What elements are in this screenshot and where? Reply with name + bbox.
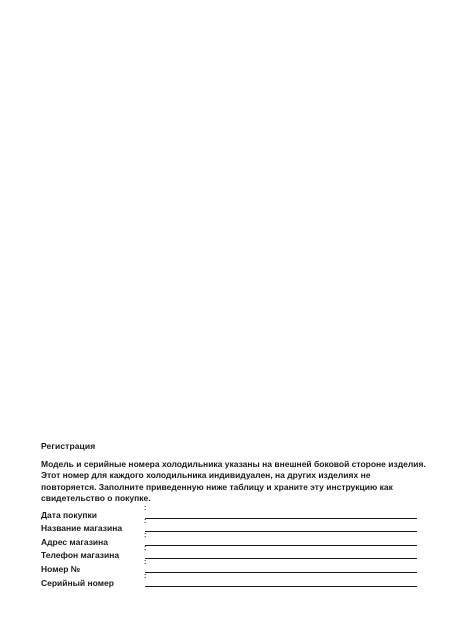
store-address-label: Адрес магазина bbox=[41, 537, 109, 547]
model-number-colon: : bbox=[144, 559, 147, 566]
store-phone-row bbox=[41, 546, 417, 560]
store-phone-colon: : bbox=[144, 545, 147, 552]
store-address-row bbox=[41, 533, 417, 547]
store-name-row bbox=[41, 519, 417, 533]
model-number-label: Номер № bbox=[41, 564, 81, 574]
instructions-line: повторяется. Заполните приведенную ниже таблицу и храните эту инструкцию как bbox=[41, 481, 393, 492]
serial-number-label: Серийный номер bbox=[41, 578, 114, 588]
purchase-date-label: Дата покупки bbox=[41, 510, 97, 520]
instructions-line: свидетельство о покупке. bbox=[41, 493, 151, 504]
store-address-colon: : bbox=[144, 532, 147, 539]
purchase-date-colon: : bbox=[144, 505, 147, 512]
purchase-date-row bbox=[41, 506, 417, 520]
store-name-fill-line bbox=[145, 531, 417, 532]
registration-instructions bbox=[41, 459, 431, 505]
serial-number-fill-line bbox=[145, 586, 417, 587]
instructions-line: Модель и серийные номера холодильника указаны на внешней боковой стороне изделия. bbox=[41, 459, 426, 469]
store-name-colon: : bbox=[144, 518, 147, 525]
model-number-fill-line bbox=[145, 572, 417, 573]
model-number-row bbox=[41, 560, 417, 574]
registration-title: Регистрация bbox=[41, 441, 96, 451]
store-phone-fill-line bbox=[145, 558, 417, 559]
serial-number-colon: : bbox=[144, 573, 147, 580]
serial-number-row bbox=[41, 574, 417, 588]
store-phone-label: Телефон магазина bbox=[41, 550, 120, 560]
store-name-label: Название магазина bbox=[41, 523, 123, 533]
instructions-line: Этот номер для каждого холодильника индивидуален, на других изделиях не bbox=[41, 470, 371, 481]
